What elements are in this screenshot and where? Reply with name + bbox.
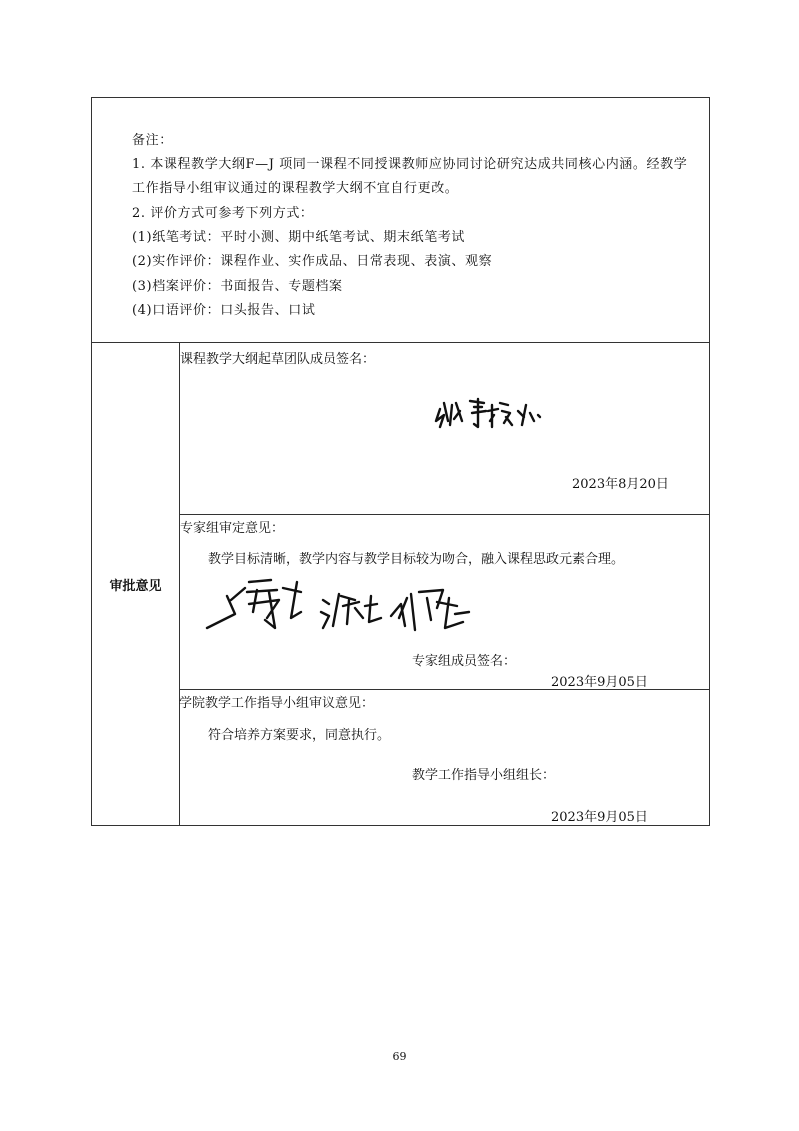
notes-line-1: 1. 本课程教学大纲F—J 项同一课程不同授课教师应协同讨论研究达成共同核心内涵。经教学 xyxy=(132,157,688,172)
expert-section xyxy=(179,514,709,690)
expert-signer-label: 专家组成员签名： xyxy=(412,654,517,669)
evaluation-item-3: (3)档案评价：书面报告、专题档案 xyxy=(132,279,343,294)
expert-date: 2023年9月05日 xyxy=(551,675,648,690)
notes-heading: 备注： xyxy=(132,133,173,148)
expert-signatures xyxy=(205,578,473,644)
drafting-section xyxy=(179,343,709,515)
college-title: 学院教学工作指导小组审议意见： xyxy=(179,696,375,711)
page-number: 69 xyxy=(392,1050,407,1063)
college-date: 2023年9月05日 xyxy=(551,810,648,825)
college-signer-label: 教学工作指导小组组长： xyxy=(412,768,556,783)
approval-label-cell xyxy=(91,342,180,826)
approval-label: 审批意见 xyxy=(109,579,162,594)
college-section xyxy=(179,689,709,827)
evaluation-item-4: (4)口语评价：口头报告、口试 xyxy=(132,303,316,318)
approval-content-cell xyxy=(179,342,710,826)
college-opinion: 符合培养方案要求，同意执行。 xyxy=(208,728,391,743)
notes-line-3: 2. 评价方式可参考下列方式： xyxy=(132,206,314,221)
drafting-signature xyxy=(434,391,544,433)
notes-line-2: 工作指导小组审议通过的课程教学大纲不宜自行更改。 xyxy=(132,181,459,196)
drafting-date: 2023年8月20日 xyxy=(572,477,669,492)
drafting-title: 课程教学大纲起草团队成员签名： xyxy=(180,352,376,367)
expert-title: 专家组审定意见： xyxy=(180,521,285,536)
expert-opinion: 教学目标清晰，教学内容与教学目标较为吻合，融入课程思政元素合理。 xyxy=(208,552,625,567)
evaluation-item-1: (1)纸笔考试：平时小测、期中纸笔考试、期末纸笔考试 xyxy=(132,230,466,245)
evaluation-item-2: (2)实作评价：课程作业、实作成品、日常表现、表演、观察 xyxy=(132,254,493,269)
notes-cell xyxy=(91,97,710,343)
